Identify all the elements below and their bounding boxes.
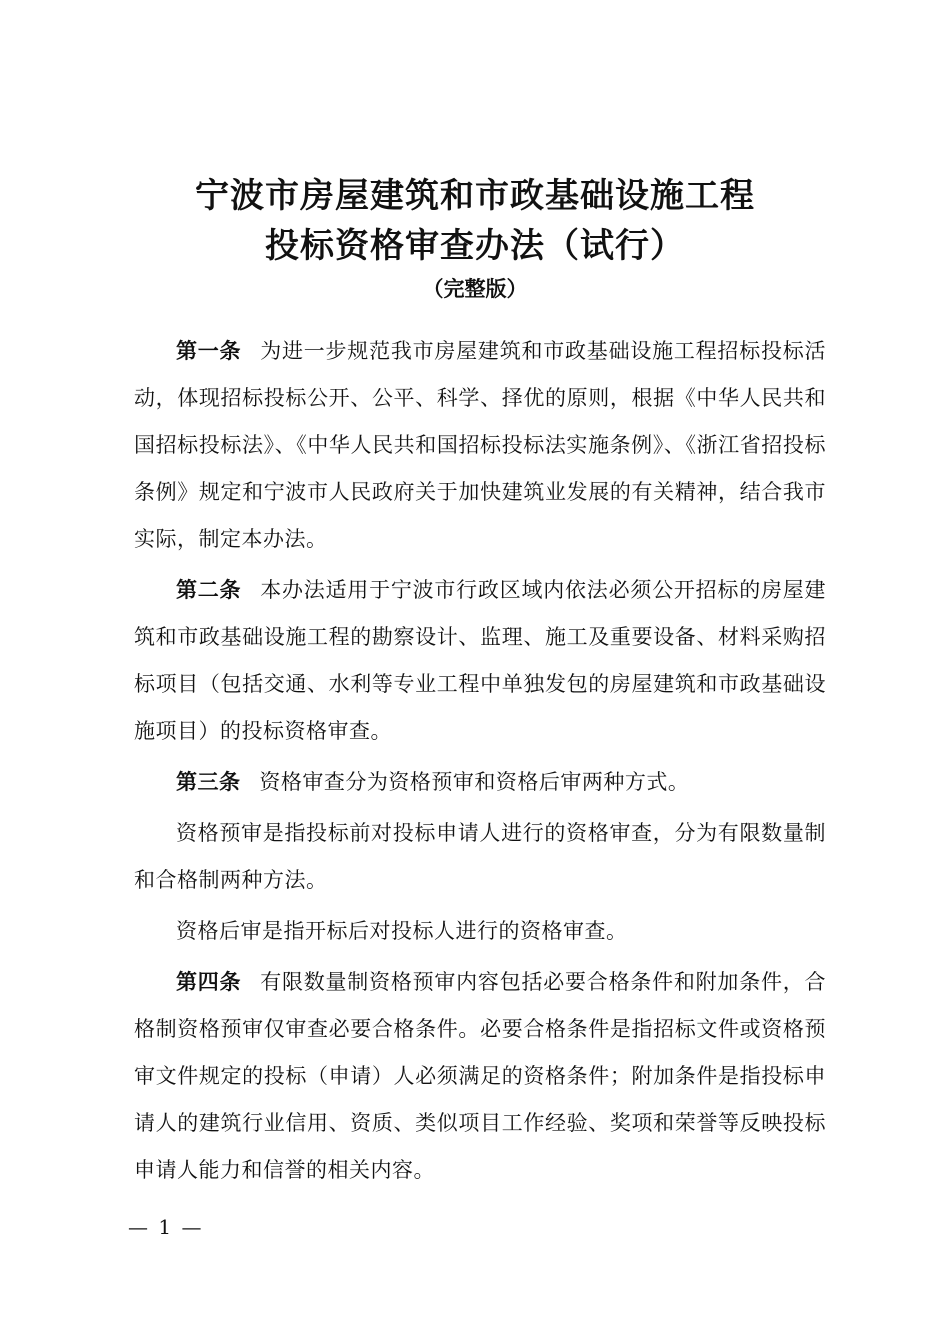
page-number: — 1 — — [128, 1215, 204, 1239]
paragraph-article-4 — [134, 959, 826, 1194]
paragraph-article-3 — [134, 759, 826, 806]
paragraph-prequalification — [134, 810, 826, 904]
paragraph-article-1 — [134, 328, 826, 563]
article-number: 第四条 — [176, 970, 242, 994]
paragraph-text: 有限数量制资格预审内容包括必要合格条件和附加条件，合格制资格预审仅审查必要合格条件。必要合格条件是指招标文件或资格预审文件规定的投标（申请）人必须满足的资格条件；附加条件是指投标申请人的建筑行业信用、资质、类似项目工作经验、奖项和荣誉等反映投标申请人能力和信誉的相关内容。 — [134, 970, 827, 1182]
paragraph-text: 资格审查分为资格预审和资格后审两种方式。 — [259, 770, 690, 794]
article-number: 第三条 — [176, 770, 241, 794]
paragraph-text: 资格后审是指开标后对投标人进行的资格审查。 — [176, 919, 628, 943]
article-number: 第二条 — [176, 578, 242, 602]
document-body — [134, 328, 826, 1194]
paragraph-text: 资格预审是指投标前对投标申请人进行的资格审查，分为有限数量制和合格制两种方法。 — [134, 821, 826, 892]
paragraph-article-2 — [134, 567, 826, 755]
article-number: 第一条 — [176, 339, 242, 363]
paragraph-text: 为进一步规范我市房屋建筑和市政基础设施工程招标投标活动，体现招标投标公开、公平、科学、择优的原则，根据《中华人民共和国招标投标法》、《中华人民共和国招标投标法实施条例》、《浙江省招投标条例》规定和宁波市人民政府关于加快建筑业发展的有关精神，结合我市实际，制定本办法。 — [134, 339, 827, 551]
document-subtitle: （完整版） — [422, 277, 528, 301]
document-title-line2: 投标资格审查办法（试行） — [265, 226, 685, 266]
paragraph-text: 本办法适用于宁波市行政区域内依法必须公开招标的房屋建筑和市政基础设施工程的勘察设计、监理、施工及重要设备、材料采购招标项目（包括交通、水利等专业工程中单独发包的房屋建筑和市政基础设施项目）的投标资格审查。 — [134, 578, 827, 743]
document-title-line1: 宁波市房屋建筑和市政基础设施工程 — [195, 176, 755, 216]
paragraph-post-qualification — [134, 908, 826, 955]
